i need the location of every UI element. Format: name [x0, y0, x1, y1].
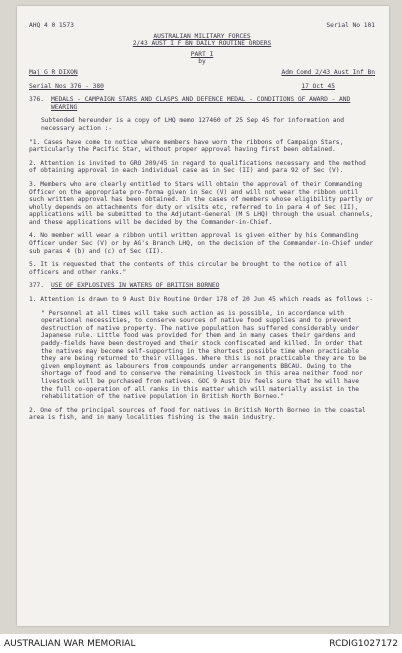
organisation-title: AUSTRALIAN MILITARY FORCES — [153, 32, 251, 40]
part-heading: PART I — [190, 50, 214, 58]
archive-reference: RCDIG1027172 — [329, 638, 398, 649]
command-title: Adm Comd 2/43 Aust Inf Bn — [281, 68, 375, 76]
officer-name: Maj G R DIXON — [29, 68, 78, 76]
item-number: 377. — [29, 282, 44, 290]
archive-footer — [0, 634, 402, 653]
officer-row — [29, 69, 375, 77]
document-page — [17, 6, 389, 626]
item-376-heading — [29, 96, 375, 111]
item-377-heading — [29, 282, 375, 290]
serial-date-row — [29, 83, 375, 91]
item-376-para-5: 5. It is requested that the contents of this circular be brought to the notice of all officers and other ranks." — [29, 261, 347, 276]
item-title: MEDALS - CAMPAIGN STARS AND CLASPS AND DEFENCE MEDAL - CONDITIONS OF AWARD - AND WEARING — [51, 96, 351, 111]
item-376-para-2: 2. Attention is invited to GRO 209/45 in regard to qualifications necessary and the method of obtaining approval in each individual case as in Sec (II) and para 92 of Sec (V). — [29, 159, 366, 175]
serial-numbers: Serial Nos 376 - 380 — [29, 82, 104, 90]
archive-name: AUSTRALIAN WAR MEMORIAL — [4, 638, 136, 649]
routine-orders-text — [29, 22, 375, 422]
item-376-para-4: 4. No member will wear a ribbon until written approval is given either by his Commanding Officer under Sec (V) or by AG's Branch LHQ, on the decision of the Commander-in-Chief under sub paras 4 (b) and (c) of Sec (II). — [29, 232, 374, 255]
item-377-para-2: 2. One of the principal sources of food for natives in British North Borneo in the coastal area is fish, and in many localities fishing is the main industry. — [29, 406, 366, 422]
by-line: by — [198, 58, 206, 66]
item-title: USE OF EXPLOSIVES IN WATERS OF BRITISH BORNEO — [51, 282, 220, 290]
order-date: 17 Oct 45 — [301, 82, 335, 90]
serial-number: Serial No 101 — [326, 22, 375, 29]
ahq-reference: AHQ 4 0 1573 — [29, 22, 74, 29]
item-376-para-3: 3. Members who are clearly entitled to Stars will obtain the approval of their Commanding Officer on the appropriate pro-forma given in Sec (V) and will not wear the ribbon until such written approval has been obtained. In the cases of members whose eligibility partly or wholly depends on attachments for duty or visits etc, referred to in para 4 of Sec (II), applications will be submitted to the Adjutant-General (M S LHQ) through the usual channels, and these applications will be decided by the Commander-in-Chief. — [29, 180, 374, 226]
item-376-intro: Subtended hereunder is a copy of LHQ memo 127460 of 25 Sep 45 for information and necessary action :- — [41, 117, 345, 132]
item-377-intro: 1. Attention is drawn to 9 Aust Div Routine Order 178 of 20 Jun 45 which reads as follows :- — [29, 296, 374, 304]
item-number: 376. — [29, 96, 44, 104]
item-377-quote: " Personnel at all times will take such action as is possible, in accordance with operational necessities, to conserve sources of native food supplies and to prevent destruction of native property. The native population has suffered considerably under Japanese rule. Little food was provided for them and in many cases their gardens and paddy-fields have been destroyed and their stock confiscated and killed. In order that the natives may become self-supporting in the shortest possible time when practicable they are being returned to their villages. Where this is not practicable they are to be given employment as labourers from compounds under arrangements BBCAU. Owing to the shortage of food and to conserve the remaining livestock in this area neither food nor livestock will be purchased from natives. GOC 9 Aust Div feels sure that he will have the full co-operation of all ranks in this matter which will materially assist in the rehabilitation of the native population in British North Borneo." — [41, 309, 367, 401]
orders-title: 2/43 AUST I F BN DAILY ROUTINE ORDERS — [132, 40, 272, 48]
header-ref-row — [29, 22, 375, 30]
item-376-para-1: "1. Cases have come to notice where members have worn the ribbons of Campaign Stars, particularly the Pacific Star, without proper approval having first been obtained. — [29, 138, 344, 154]
